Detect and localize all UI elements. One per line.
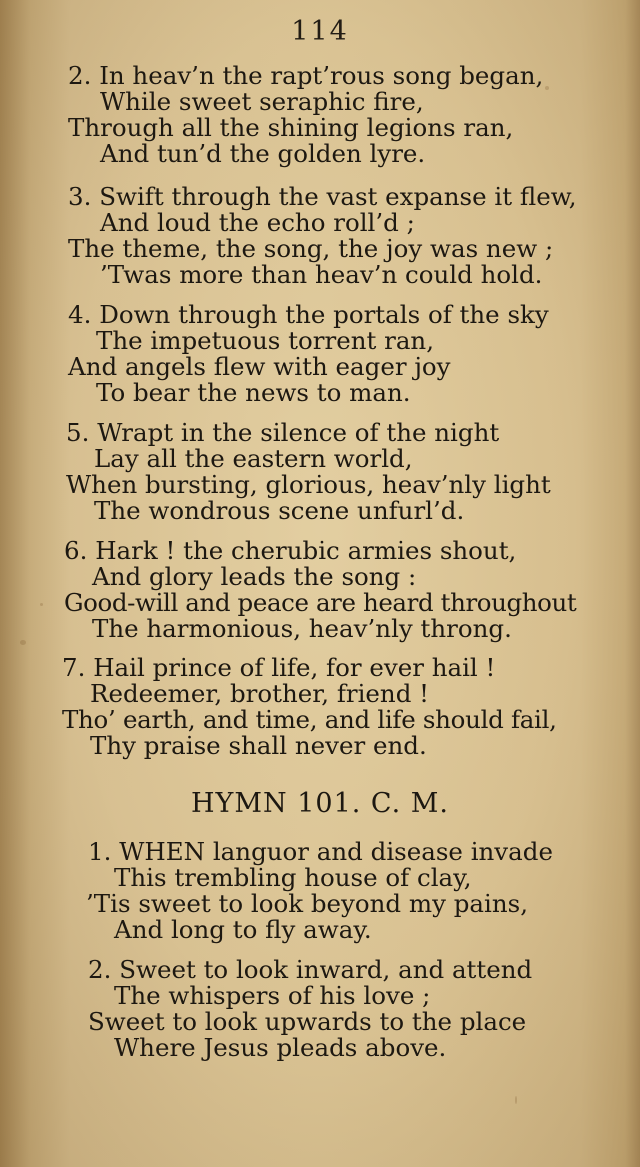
stanza-line: 1. WHEN languor and disease invade bbox=[88, 837, 553, 866]
stanza-number: 3. bbox=[68, 182, 92, 211]
stanza-line: ’Tis sweet to look beyond my pains, bbox=[86, 889, 529, 918]
stanza-line: Sweet to look upwards to the place bbox=[88, 1007, 527, 1036]
paper-stain bbox=[545, 86, 549, 90]
stanza-line: This trembling house of clay, bbox=[114, 863, 472, 892]
stanza-line: Where Jesus pleads above. bbox=[114, 1033, 447, 1062]
paper-stain bbox=[20, 640, 26, 645]
stanza-line: And angels flew with eager joy bbox=[68, 352, 451, 381]
stanza-number: 7. bbox=[62, 653, 86, 682]
stanza-line: And glory leads the song : bbox=[92, 562, 417, 591]
stanza-line: And long to fly away. bbox=[114, 915, 372, 944]
stanza-line: 4. Down through the portals of the sky bbox=[68, 300, 549, 329]
stanza-line: Lay all the eastern world, bbox=[94, 444, 413, 473]
stanza-number: 2. bbox=[68, 61, 92, 90]
stanza-line: While sweet seraphic fire, bbox=[100, 87, 424, 116]
stanza-line: When bursting, glorious, heav’nly light bbox=[66, 470, 551, 499]
paper-stain bbox=[40, 603, 43, 606]
stanza-line: Tho’ earth, and time, and life should fail, bbox=[62, 705, 557, 734]
stanza-line: And tun’d the golden lyre. bbox=[100, 139, 426, 168]
paper-stain bbox=[515, 1096, 517, 1104]
page-number: 114 bbox=[291, 16, 349, 47]
stanza-line: The whispers of his love ; bbox=[114, 981, 431, 1010]
stanza-line: To bear the news to man. bbox=[96, 378, 411, 407]
stanza-line: Thy praise shall never end. bbox=[90, 731, 427, 760]
stanza-line: 2. In heav’n the rapt’rous song began, bbox=[68, 61, 544, 90]
stanza-number: 6. bbox=[64, 536, 88, 565]
stanza-line: 6. Hark ! the cherubic armies shout, bbox=[64, 536, 517, 565]
stanza-line: The harmonious, heav’nly throng. bbox=[92, 614, 512, 643]
stanza-line: Through all the shining legions ran, bbox=[68, 113, 514, 142]
stanza-number: 5. bbox=[66, 418, 90, 447]
stanza-line: 7. Hail prince of life, for ever hail ! bbox=[62, 653, 496, 682]
stanza-line: The wondrous scene unfurl’d. bbox=[94, 496, 465, 525]
stanza-line: 5. Wrapt in the silence of the night bbox=[66, 418, 500, 447]
stanza-number: 1. bbox=[88, 837, 112, 866]
stanza-line: 3. Swift through the vast expanse it flew, bbox=[68, 182, 577, 211]
hymn-heading: HYMN 101. C. M. bbox=[190, 788, 449, 819]
stanza-line: And loud the echo roll’d ; bbox=[100, 208, 415, 237]
stanza-line: ’Twas more than heav’n could hold. bbox=[100, 260, 543, 289]
stanza-line: The impetuous torrent ran, bbox=[96, 326, 434, 355]
stanza-line: Good-will and peace are heard throughout bbox=[64, 588, 577, 617]
stanza-line: Redeemer, brother, friend ! bbox=[90, 679, 430, 708]
stanza-line: The theme, the song, the joy was new ; bbox=[68, 234, 554, 263]
stanza-line: 2. Sweet to look inward, and attend bbox=[88, 955, 533, 984]
stanza-number: 4. bbox=[68, 300, 92, 329]
stanza-number: 2. bbox=[88, 955, 112, 984]
